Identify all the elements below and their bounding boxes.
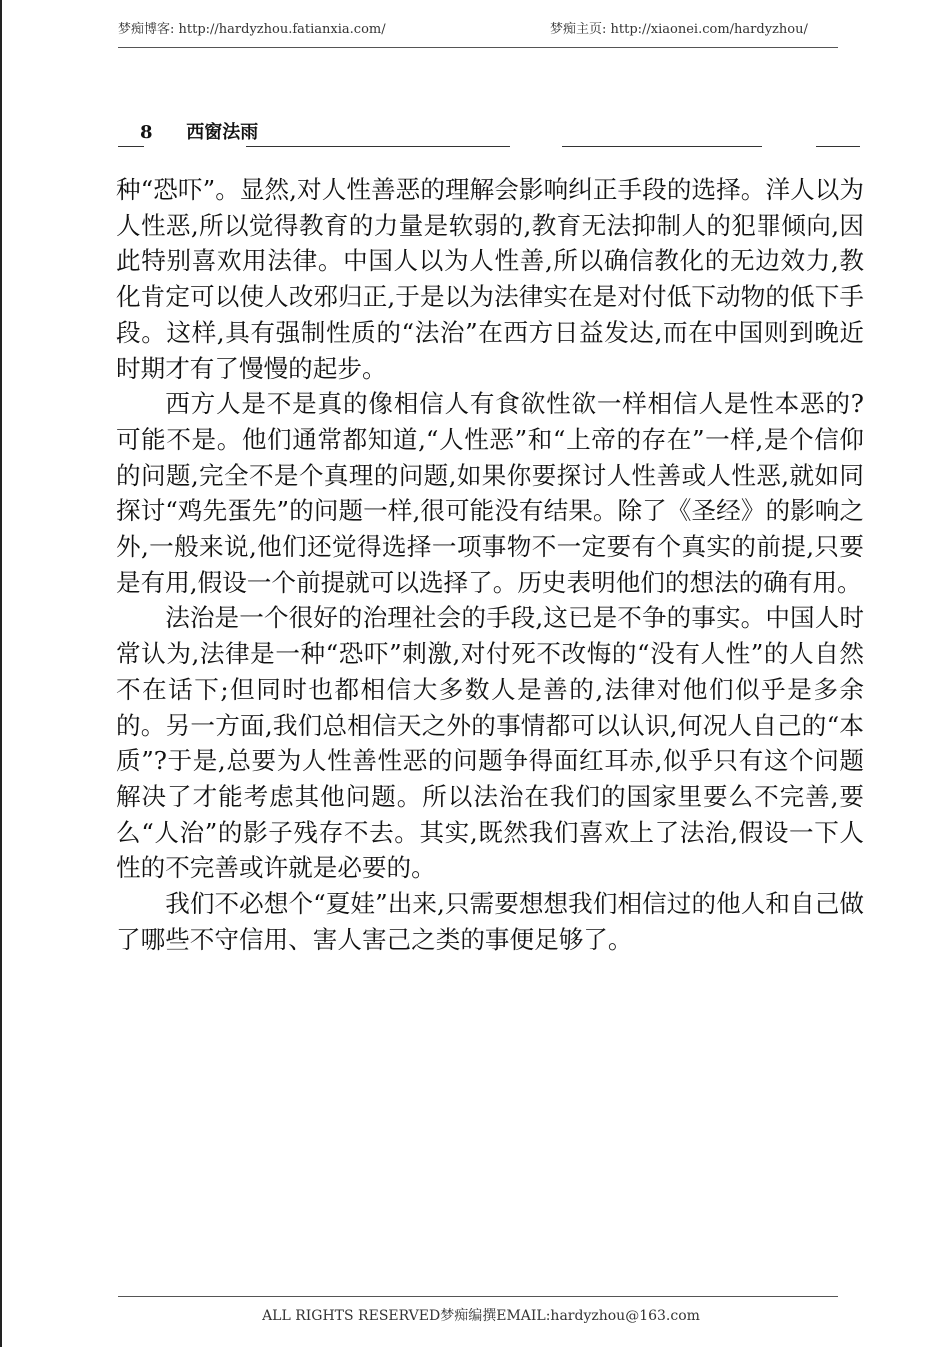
page-left-border	[0, 0, 2, 1347]
page-footer: ALL RIGHTS RESERVED梦痴编撰EMAIL:hardyzhou@163.com	[262, 1308, 700, 1324]
running-head-rule-segment	[816, 146, 860, 147]
paragraph: 我们不必想个“夏娃”出来,只需要想想我们相信过的他人和自己做了哪些不守信用、害人害己之类的事便足够了。	[116, 889, 864, 954]
page-header	[118, 18, 838, 40]
running-head-rule-segment	[246, 146, 510, 147]
header-divider	[118, 47, 838, 48]
running-head-rule-segment	[562, 146, 762, 147]
running-head	[140, 118, 258, 144]
page-number: 8	[140, 122, 153, 143]
paragraph: 法治是一个很好的治理社会的手段,这已是不争的事实。中国人时常认为,法律是一种“恐吓”刺激,对付死不改悔的“没有人性”的人自然不在话下;但同时也都相信大多数人是善的,法律对他们似乎是多余的。另一方面,我们总相信天之外的事情都可以认识,何况人自己的“本质”?于是,总要为人性善性恶的问题争得面红耳赤,似乎只有这个问题解决了才能考虑其他问题。所以法治在我们的国家里要么不完善,要么“人治”的影子残存不去。其实,既然我们喜欢上了法治,假设一下人性的不完善或许就是必要的。	[116, 603, 864, 883]
paragraph: 种“恐吓”。显然,对人性善恶的理解会影响纠正手段的选择。洋人以为人性恶,所以觉得教育的力量是软弱的,教育无法抑制人的犯罪倾向,因此特别喜欢用法律。中国人以为人性善,所以确信教化的无边效力,教化肯定可以使人改邪归正,于是以为法律实在是对付低下动物的低下手段。这样,具有强制性质的“法治”在西方日益发达,而在中国则到晚近时期才有了慢慢的起步。	[116, 175, 864, 383]
footer-divider	[118, 1296, 838, 1297]
paragraph: 西方人是不是真的像相信人有食欲性欲一样相信人是性本恶的?可能不是。他们通常都知道,“人性恶”和“上帝的存在”一样,是个信仰的问题,完全不是个真理的问题,如果你要探讨人性善或人性恶,就如同探讨“鸡先蛋先”的问题一样,很可能没有结果。除了《圣经》的影响之外,一般来说,他们还觉得选择一项事物不一定要有个真实的前提,只要是有用,假设一个前提就可以选择了。历史表明他们的想法的确有用。	[116, 389, 864, 597]
header-blog-link[interactable]: 梦痴博客: http://hardyzhou.fatianxia.com/	[118, 22, 386, 37]
header-homepage-link[interactable]: 梦痴主页: http://xiaonei.com/hardyzhou/	[550, 22, 808, 37]
book-title: 西窗法雨	[186, 122, 259, 143]
running-head-rule-segment	[118, 146, 144, 147]
body-text	[116, 172, 864, 957]
